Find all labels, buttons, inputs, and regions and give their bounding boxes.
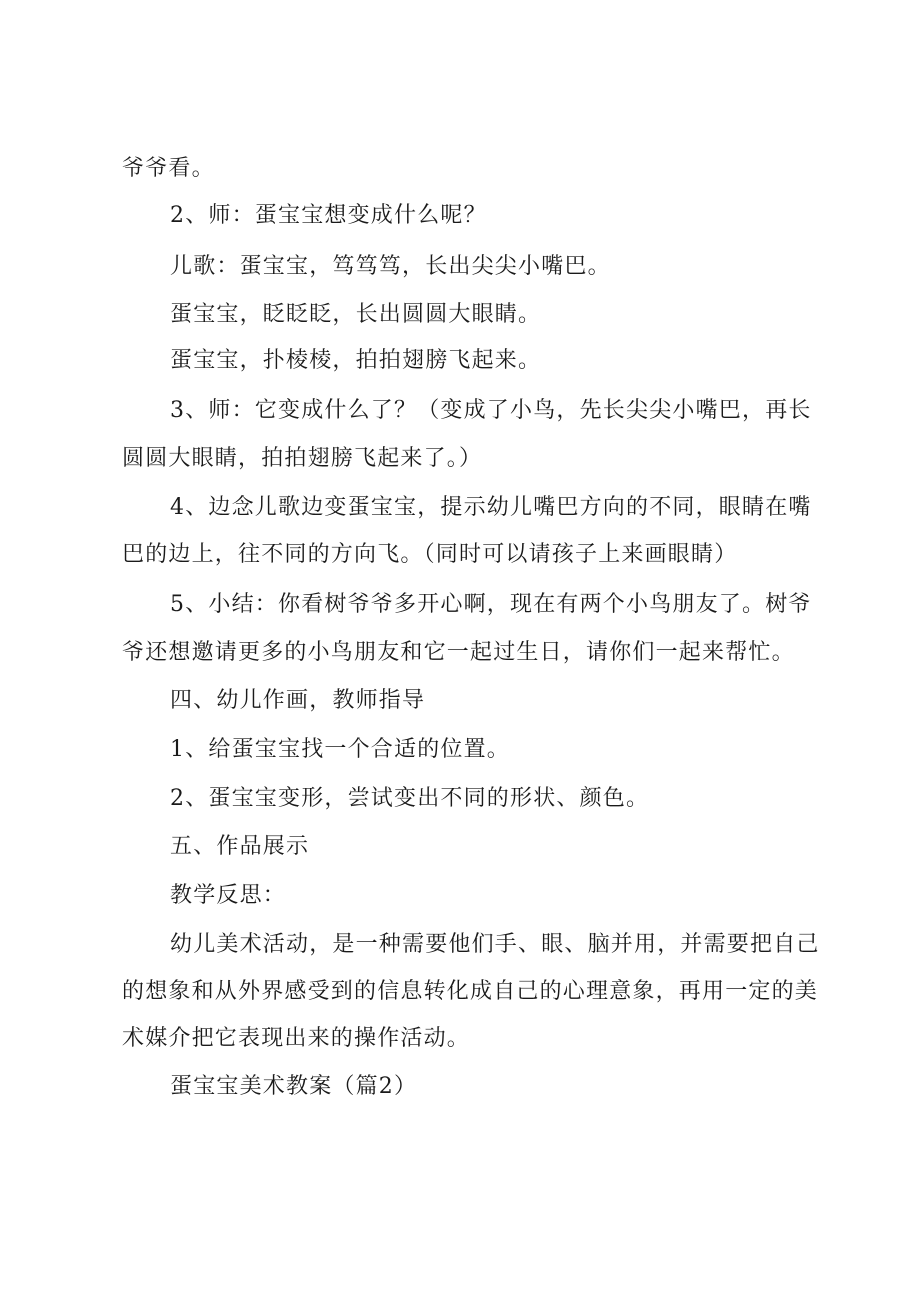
section-heading: 教学反思： [170, 883, 287, 908]
text-line: 4、边念儿歌边变蛋宝宝，提示幼儿嘴巴方向的不同，眼睛在嘴 [170, 495, 812, 520]
text-line: 巴的边上，往不同的方向飞。（同时可以请孩子上来画眼睛） [122, 542, 738, 567]
text-line: 5、小结：你看树爷爷多开心啊，现在有两个小鸟朋友了。树爷 [170, 592, 812, 617]
text-line: 爷爷看。 [122, 156, 215, 181]
text-line: 儿歌：蛋宝宝，笃笃笃，长出尖尖小嘴巴。 [170, 254, 611, 279]
text-line: 2、蛋宝宝变形，尝试变出不同的形状、颜色。 [170, 786, 650, 811]
text-line: 的想象和从外界感受到的信息转化成自己的心理意象，再用一定的美 [122, 979, 819, 1004]
text-line: 圆圆大眼睛，拍拍翅膀飞起来了。） [122, 446, 483, 471]
text-line: 蛋宝宝，扑棱棱，拍拍翅膀飞起来。 [170, 348, 542, 373]
text-line: 爷还想邀请更多的小鸟朋友和它一起过生日，请你们一起来帮忙。 [122, 640, 795, 665]
text-line: 1、给蛋宝宝找一个合适的位置。 [170, 737, 510, 762]
section-heading: 五、作品展示 [170, 834, 310, 859]
text-line: 3、师：它变成什么了？（变成了小鸟，先长尖尖小嘴巴，再长 [170, 398, 812, 423]
text-line: 2、师：蛋宝宝想变成什么呢？ [170, 203, 487, 228]
section-heading: 四、幼儿作画，教师指导 [170, 688, 426, 713]
document-title: 蛋宝宝美术教案（篇2） [170, 1074, 418, 1099]
text-line: 术媒介把它表现出来的操作活动。 [122, 1026, 471, 1051]
text-line: 幼儿美术活动，是一种需要他们手、眼、脑并用，并需要把自己 [170, 932, 820, 957]
text-line: 蛋宝宝，眨眨眨，长出圆圆大眼睛。 [170, 302, 542, 327]
